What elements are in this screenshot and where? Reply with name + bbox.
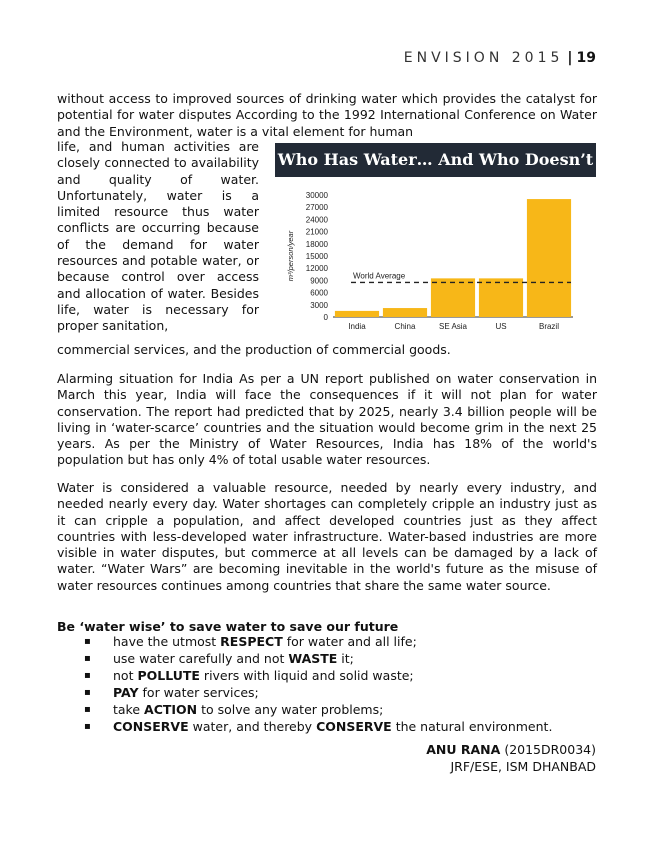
paragraph-2: Alarming situation for India As per a UN report published on water conservation in March this year, India will face the consequences if it will not plan for water conservation. The report had predicted that by 2025, nearly 3.4 billion people will be living in ‘water-scarce’ countries and the situation would become grim in the next 25 years. As per the Ministry of Water Resources, India has 18% of the world's population but has only 4% of total usable water resources.	[57, 371, 597, 468]
water-wise-item	[57, 684, 597, 701]
x-tick-label: SE Asia	[438, 322, 468, 331]
item-text: not	[113, 668, 138, 683]
item-text: the natural environment.	[391, 719, 553, 734]
chart-plot	[275, 177, 596, 338]
bar-india	[335, 311, 379, 317]
item-text: use water carefully and not	[113, 651, 289, 666]
y-tick-label: 18000	[305, 239, 328, 249]
water-wise-heading: Be ‘water wise’ to save water to save our future	[57, 619, 399, 634]
journal-title: ENVISION 2015	[403, 50, 564, 66]
bullet-icon: ▪	[84, 670, 91, 681]
water-wise-item	[57, 701, 597, 718]
y-tick-label: 15000	[305, 252, 328, 261]
item-text: have the utmost	[113, 634, 221, 649]
header-separator: |	[567, 50, 573, 66]
x-tick-label: India	[348, 322, 366, 331]
y-tick-label: 24000	[305, 215, 328, 225]
paragraph-1-end: commercial services, and the production of commercial goods.	[57, 342, 451, 357]
keyword: POLLUTE	[137, 668, 200, 683]
bullet-icon: ▪	[84, 636, 91, 647]
keyword: PAY	[113, 685, 139, 700]
bar-china	[383, 308, 427, 317]
y-tick-label: 12000	[305, 264, 328, 274]
item-text: for water services;	[138, 685, 259, 700]
item-text: water, and thereby	[188, 719, 317, 734]
paragraph-3: Water is considered a valuable resource, needed by nearly every industry, and needed nearly every day. Water shortages can completely cripple an industry just as it can cripple a population, and affect developed countries just as they affect countries with less-developed water infrastructure. Water-based industries are more visible in water disputes, but commerce at all levels can be damaged by a lack of water. “Water Wars” are becoming inevitable in the world's future as the misuse of water resources continues among countries that share the same water source.	[57, 480, 597, 593]
item-text: for water and all life;	[282, 634, 417, 649]
water-wise-item	[57, 650, 597, 667]
y-axis-label: m³/person/year	[286, 230, 295, 282]
item-text: to solve any water problems;	[197, 702, 384, 717]
paragraph-1-top: without access to improved sources of drinking water which provides the catalyst for potential for water disputes According to the 1992 International Conference on Water and the Environment, water is a vital element for human	[57, 91, 597, 139]
water-chart	[275, 143, 596, 338]
y-tick-label: 9000	[310, 276, 328, 286]
item-text: take	[113, 702, 145, 717]
bullet-icon: ▪	[84, 721, 91, 732]
water-wise-item	[57, 633, 597, 650]
y-tick-label: 21000	[305, 227, 328, 237]
y-tick-label: 0	[323, 313, 328, 322]
bullet-icon: ▪	[84, 653, 91, 664]
author-name: ANU RANA	[426, 742, 501, 757]
water-wise-item	[57, 718, 597, 735]
y-tick-label: 6000	[310, 288, 328, 298]
bar-brazil	[527, 199, 571, 317]
water-wise-item	[57, 667, 597, 684]
page-number: 19	[576, 50, 596, 66]
keyword: ACTION	[144, 702, 198, 717]
author-affiliation: JRF/ESE, ISM DHANBAD	[450, 759, 596, 774]
x-tick-label: China	[394, 322, 416, 331]
x-tick-label: Brazil	[538, 322, 560, 331]
keyword: WASTE	[288, 651, 338, 666]
y-tick-label: 27000	[305, 203, 328, 213]
x-tick-label: US	[495, 322, 507, 331]
author-id: (2015DR0034)	[504, 742, 596, 757]
water-wise-list	[57, 633, 597, 735]
author-block	[426, 741, 596, 775]
y-tick-label: 3000	[310, 300, 328, 310]
keyword: CONSERVE	[316, 719, 392, 734]
bar-us	[479, 278, 523, 317]
world-average-label: World Average	[353, 271, 406, 281]
keyword: RESPECT	[220, 634, 283, 649]
bullet-icon: ▪	[84, 704, 91, 715]
bullet-icon: ▪	[84, 687, 91, 698]
paragraph-1-wrapped: life, and human activities are closely connected to availability and quality of water. Unfortunately, water is a limited resource thus water conflicts are occurring because of the demand for water resources and potable water, or because control over access and allocation of water. Besides life, water is necessary for proper sanitation,	[57, 139, 259, 334]
keyword: CONSERVE	[113, 719, 189, 734]
item-text: it;	[337, 651, 354, 666]
y-tick-label: 30000	[305, 191, 328, 200]
bar-se-asia	[431, 278, 475, 317]
chart-title: Who Has Water… And Who Doesn’t	[275, 143, 596, 177]
item-text: rivers with liquid and solid waste;	[199, 668, 414, 683]
running-header	[404, 50, 596, 66]
